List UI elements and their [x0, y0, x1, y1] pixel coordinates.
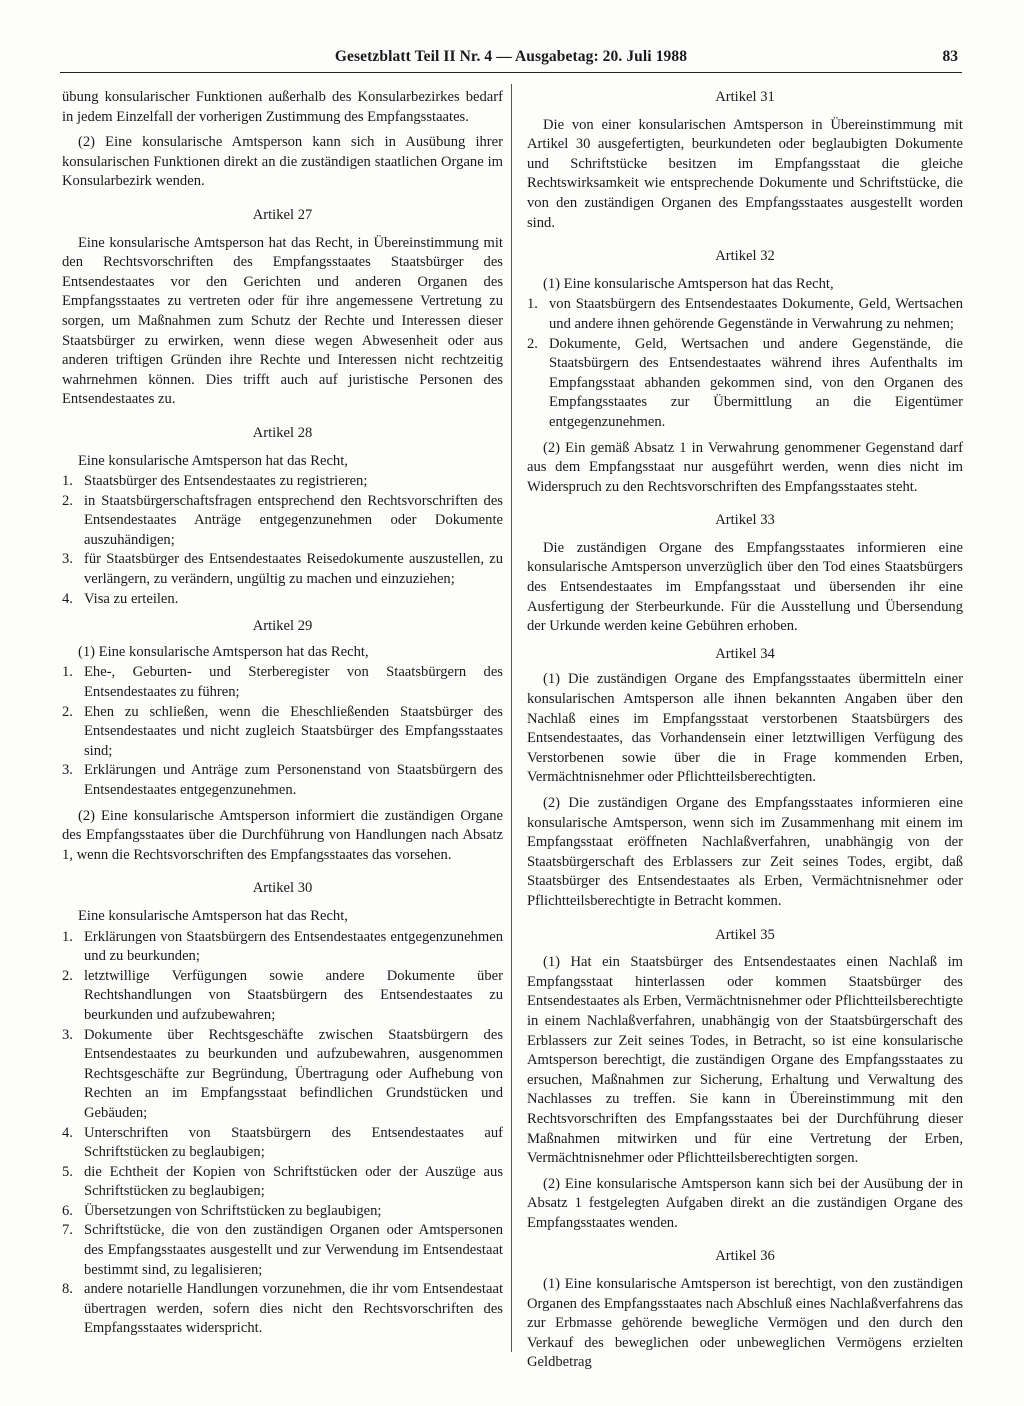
list-item	[62, 703, 503, 762]
article-32-paragraph-2: (2) Ein gemäß Absatz 1 in Verwahrung genommener Gegenstand darf aus dem Empfangsstaat nur ausgeführt werden, wenn dies nicht im Widerspruch zu den Rechtsvorschriften des Empfangsstaates steht.	[527, 439, 963, 495]
article-27-title: Artikel 27	[252, 206, 313, 223]
article-35-title: Artikel 35	[715, 926, 775, 943]
item-number: 1.	[62, 664, 73, 681]
article-28-intro: Eine konsularische Amtsperson hat das Recht,	[78, 452, 348, 469]
article-28-list	[62, 472, 503, 609]
article-33-title: Artikel 33	[715, 512, 775, 529]
article-29-list	[62, 663, 503, 800]
item-text: Schriftstücke, die von den zuständigen Organen oder Amtspersonen des Empfangsstaates ausgestellt und zur Verwendung im Entsendestaat bestimmt sind, zu legalisieren;	[84, 1222, 503, 1278]
list-item	[527, 335, 963, 433]
item-number: 2.	[62, 492, 73, 509]
item-text: Visa zu erteilen.	[84, 590, 179, 607]
item-number: 8.	[62, 1281, 73, 1298]
item-number: 2.	[62, 703, 73, 720]
item-number: 4.	[62, 1124, 73, 1141]
item-text: Dokumente über Rechtsgeschäfte zwischen Staatsbürgern des Entsendestaates zu beurkunden und aufzubewahren, ausgenommen Rechtsgeschäfte zur Begründung, Übertragung oder Aufhebung von Rechten an im Empfangsstaat befindlichen Grundstücken und Gebäuden;	[84, 1026, 503, 1121]
item-text: Erklärungen und Anträge zum Personenstand von Staatsbürgern des Entsendestaates entgegenzunehmen.	[84, 762, 503, 798]
item-text: die Echtheit der Kopien von Schriftstücken oder der Auszüge aus Schriftstücken zu beglaubigen;	[84, 1163, 503, 1200]
article-29-paragraph-2: (2) Eine konsularische Amtsperson informiert die zuständigen Organe des Empfangsstaates über die Durchführung von Handlungen nach Absatz 1, wenn die Rechtsvorschriften des Empfangsstaates das vorsehen.	[62, 807, 503, 863]
item-text: Staatsbürger des Entsendestaates zu registrieren;	[84, 473, 368, 490]
item-text: Übersetzungen von Schriftstücken zu beglaubigen;	[84, 1202, 382, 1219]
list-item	[62, 1026, 503, 1124]
article-34-paragraph-1: (1) Die zuständigen Organe des Empfangsstaates übermitteln einer konsularischen Amtsperson alle ihnen bekannten Angaben über den Nachlaß eines im Empfangsstaat verstorbenen Staatsbürgers des Entsendestaates, das Vorhandensein einer letztwilligen Verfügung des Verstorbenen sowie über die in Frage kommenden Erben, Vermächtnisnehmer oder Pflichtteilsberechtigten.	[527, 671, 963, 786]
item-number: 2.	[527, 335, 538, 352]
right-column	[527, 88, 963, 1373]
list-item	[62, 967, 503, 1026]
item-text: letztwillige Verfügungen sowie andere Dokumente über Rechtshandlungen von Staatsbürgern des Entsendestaates zu beurkunden und aufzubewahren;	[84, 967, 503, 1023]
page-number: 83	[942, 48, 958, 65]
list-item	[62, 663, 503, 702]
article-29-title: Artikel 29	[252, 618, 313, 635]
item-number: 3.	[62, 1026, 73, 1043]
item-text: von Staatsbürgern des Entsendestaates Dokumente, Geld, Wertsachen und andere ihnen gehörende Gegenstände in Verwahrung zu nehmen;	[549, 296, 963, 332]
list-item	[62, 1280, 503, 1339]
list-item	[527, 295, 963, 334]
list-item	[62, 1163, 503, 1202]
list-item	[62, 1124, 503, 1163]
list-item	[62, 761, 503, 800]
article-35-paragraph-1: (1) Hat ein Staatsbürger des Entsendestaates einen Nachlaß im Empfangsstaat hinterlassen oder kommen Staatsbürger des Entsendestaates als Erben, Vermächtnisnehmer oder Pflichtteilsberechtigte in einem Nachlaßverfahren, unabhängig von der Staatsbürgerschaft des Erblassers zur Zeit seines Todes, in Betracht, so ist eine konsularische Amtsperson berechtigt, die zuständigen Organe des Empfangsstaates zu ersuchen, Maßnahmen zur Sicherung, Erhaltung und Verwaltung des Nachlasses zu treffen. Sie kann in Übereinstimmung mit den Rechtsvorschriften des Empfangsstaates bei der Durchführung dieser Maßnahmen mitwirken und für eine Vertretung der Erben, Vermächtnisnehmer oder Pflichtteilsberechtigten sorgen.	[527, 954, 963, 1167]
list-item	[62, 550, 503, 589]
item-number: 3.	[62, 762, 73, 779]
article-31-title: Artikel 31	[715, 89, 775, 105]
article-35-paragraph-2: (2) Eine konsularische Amtsperson kann sich bei der Ausübung der in Absatz 1 festgelegten Aufgaben direkt an die zuständigen Organe des Empfangsstaates wenden.	[527, 1175, 963, 1231]
list-item	[62, 1202, 503, 1222]
list-item	[62, 590, 503, 610]
article-27-paragraph: Eine konsularische Amtsperson hat das Recht, in Übereinstimmung mit den Rechtsvorschriften des Empfangsstaates Staatsbürger des Entsendestaates vor den Gerichten und anderen Organen des Empfangsstaates zu vertreten oder für ihre angemessene Vertretung zu sorgen, um Maßnahmen zum Schutz der Rechte und Interessen dieser Staatsbürger zu erwirken, wenn diese wegen Abwesenheit oder aus anderen triftigen Gründen ihre Rechte und Interessen nicht rechtzeitig wahrnehmen können. Dies trifft auch auf juristische Personen des Entsendestaates zu.	[62, 234, 503, 408]
list-item	[62, 928, 503, 967]
item-number: 7.	[62, 1222, 73, 1239]
article-34-paragraph-2: (2) Die zuständigen Organe des Empfangsstaates informieren eine konsularische Amtsperson, wenn sich im Zusammenhang mit einem im Empfangsstaat eröffneten Nachlaßverfahren, unabhängig von der Staatsbürgerschaft des Erblassers zur Zeit seines Todes, ergibt, daß Staatsbürger des Entsendestaates als Erben, Vermächtnisnehmer oder Pflichtteilsberechtigte in Betracht kommen.	[527, 795, 963, 909]
item-text: Dokumente, Geld, Wertsachen und andere Gegenstände, die Staatsbürgern des Entsendestaates während ihres Aufenthalts im Empfangsstaat abhanden gekommen sind, von den Organen des Empfangsstaates zur Übermittlung an die Eigentümer entgegenzunehmen.	[549, 335, 963, 430]
article-30-list	[62, 928, 503, 1339]
article-33-paragraph: Die zuständigen Organe des Empfangsstaates informieren eine konsularische Amtsperson unverzüglich über den Tod eines Staatsbürgers des Entsendestaates im Empfangsstaat und übersenden ihr eine Ausfertigung der Sterbeurkunde. Für die Ausstellung und Übersendung der Urkunde werden keine Gebühren erhoben.	[527, 539, 963, 635]
item-number: 2.	[62, 967, 73, 984]
list-item	[62, 492, 503, 551]
running-head: Gesetzblatt Teil II Nr. 4 — Ausgabetag: 20. Juli 1988	[334, 48, 688, 65]
article-32-intro: (1) Eine konsularische Amtsperson hat das Recht,	[543, 275, 834, 292]
article-32-title: Artikel 32	[715, 248, 775, 265]
item-number: 4.	[62, 590, 73, 607]
list-item	[62, 472, 503, 492]
item-text: andere notarielle Handlungen vorzunehmen, die ihr vom Entsendestaat übertragen werden, sofern dies nicht den Rechtsvorschriften des Empfangsstaates widerspricht.	[84, 1281, 503, 1337]
article-36-title: Artikel 36	[715, 1248, 775, 1265]
item-text: für Staatsbürger des Entsendestaates Reisedokumente auszustellen, zu verlängern, zu verändern, ungültig zu machen und einzuziehen;	[84, 551, 503, 588]
page-header	[60, 46, 962, 73]
left-column	[62, 88, 503, 1345]
continued-paragraph: übung konsularischer Funktionen außerhalb des Konsularbezirkes bedarf in jedem Einzelfall der vorherigen Zustimmung des Empfangsstaates.	[62, 89, 503, 125]
article-28-title: Artikel 28	[252, 424, 313, 441]
item-text: Ehe-, Geburten- und Sterberegister von Staatsbürgern des Entsendestaates zu führen;	[84, 664, 503, 701]
item-number: 1.	[62, 928, 73, 945]
item-number: 3.	[62, 551, 73, 568]
item-number: 5.	[62, 1163, 73, 1180]
item-number: 1.	[527, 296, 538, 313]
article-26-paragraph-2: (2) Eine konsularische Amtsperson kann sich in Ausübung ihrer konsularischen Funktionen direkt an die zuständigen staatlichen Organe im Konsularbezirk wenden.	[62, 134, 503, 190]
article-32-list	[527, 295, 963, 432]
article-29-intro: (1) Eine konsularische Amtsperson hat das Recht,	[78, 643, 369, 660]
column-divider	[511, 84, 512, 1352]
item-text: Erklärungen von Staatsbürgern des Entsendestaates entgegenzunehmen und zu beurkunden;	[84, 928, 503, 965]
article-34-title: Artikel 34	[715, 645, 775, 662]
item-text: Unterschriften von Staatsbürgern des Entsendestaates auf Schriftstücken zu beglaubigen;	[84, 1124, 503, 1161]
article-30-title: Artikel 30	[252, 880, 313, 897]
item-text: Ehen zu schließen, wenn die Eheschließenden Staatsbürger des Entsendestaates und nicht zugleich Staatsbürger des Empfangsstaates sind;	[84, 703, 503, 759]
item-text: in Staatsbürgerschaftsfragen entsprechend den Rechtsvorschriften des Entsendestaates Anträge entgegenzunehmen oder Dokumente auszuhändigen;	[84, 492, 503, 548]
article-31-paragraph: Die von einer konsularischen Amtsperson in Übereinstimmung mit Artikel 30 ausgefertigten, beurkundeten oder beglaubigten Dokumente und Schriftstücke besitzen im Empfangsstaat die gleiche Rechtswirksamkeit wie entsprechende Dokumente und Schriftstücke, die von den zuständigen Organen des Empfangsstaates ausgestellt worden sind.	[527, 116, 963, 231]
article-36-paragraph-1: (1) Eine konsularische Amtsperson ist berechtigt, von den zuständigen Organen des Empfangsstaates nach Abschluß eines Nachlaßverfahrens das zur Erbmasse gehörende bewegliche Vermögen und den durch den Verkauf des beweglichen oder unbeweglichen Vermögens erzielten Geldbetrag	[527, 1276, 963, 1371]
list-item	[62, 1221, 503, 1280]
item-number: 1.	[62, 473, 73, 490]
article-30-intro: Eine konsularische Amtsperson hat das Recht,	[78, 907, 348, 924]
item-number: 6.	[62, 1202, 73, 1219]
